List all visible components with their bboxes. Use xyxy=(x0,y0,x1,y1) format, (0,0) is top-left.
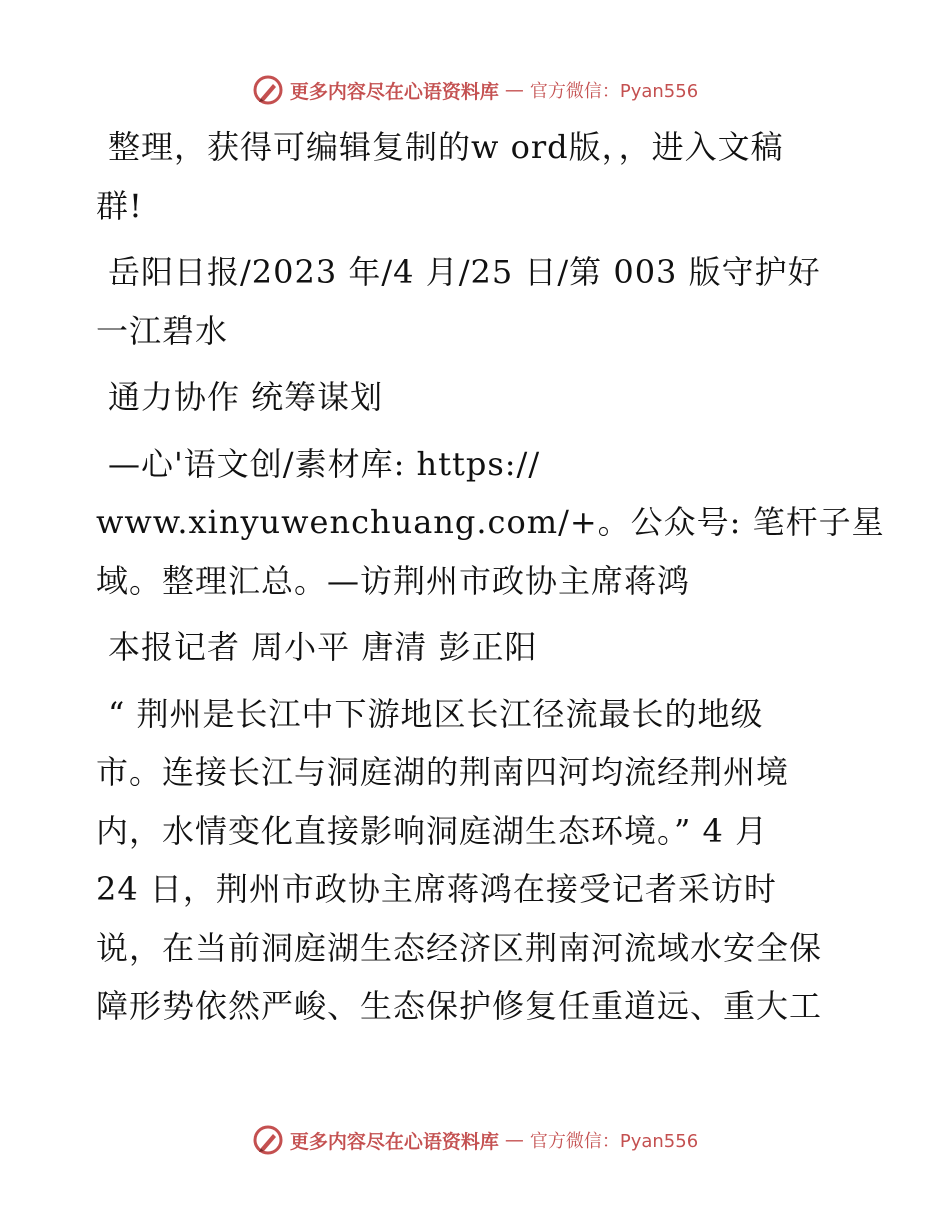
text-line: “ 荆州是长江中下游地区长江径流最长的地级 xyxy=(108,694,764,733)
banner-slogan: 更多内容尽在心语资料库 xyxy=(289,80,499,103)
text-line: 一江碧水 xyxy=(96,311,229,350)
text-line: 通力协作 统筹谋划 xyxy=(108,378,384,416)
banner-dash: — xyxy=(504,79,524,101)
paragraph-6 xyxy=(96,685,856,1036)
text-line: 障形势依然严峻、生态保护修复任重道远、重大工 xyxy=(96,987,823,1025)
document-body xyxy=(96,118,885,1036)
banner-slogan: 更多内容尽在心语资料库 xyxy=(289,1130,499,1153)
banner-dash: — xyxy=(504,1129,524,1151)
text-line: 本报记者 周小平 唐清 彭正阳 xyxy=(108,628,538,666)
banner-wechat: 官方微信：Pyan556 xyxy=(529,1131,699,1152)
text-line: www.xinyuwenchuang.com/+。公众号: 笔杆子星 xyxy=(96,503,885,541)
footer-banner xyxy=(0,1120,950,1160)
text-line: 岳阳日报/2023 年/4 月/25 日/第 003 版守护好 xyxy=(108,253,821,291)
paragraph-4 xyxy=(96,435,885,611)
paragraph-3 xyxy=(96,368,856,427)
text-line: 24 日，荆州市政协主席蒋鸿在接受记者采访时 xyxy=(96,870,777,908)
text-line: 群! xyxy=(96,186,143,225)
paragraph-2 xyxy=(96,243,856,360)
paragraph-1 xyxy=(96,118,856,235)
pen-logo-icon xyxy=(252,1124,284,1156)
pen-logo-icon xyxy=(252,74,284,106)
text-line: —心'语文创/素材库: https:// xyxy=(108,444,541,483)
text-line: 说，在当前洞庭湖生态经济区荆南河流域水安全保 xyxy=(96,928,823,967)
text-line: 市。连接长江与洞庭湖的荆南四河均流经荆州境 xyxy=(96,753,790,791)
text-line: 整理，获得可编辑复制的w ord版，，进入文稿 xyxy=(108,128,784,166)
banner-wechat: 官方微信：Pyan556 xyxy=(529,81,699,102)
text-line: 域。整理汇总。—访荆州市政协主席蒋鸿 xyxy=(96,561,691,600)
paragraph-5 xyxy=(96,618,856,677)
header-banner xyxy=(0,70,950,110)
text-line: 内，水情变化直接影响洞庭湖生态环境。” 4 月 xyxy=(96,811,769,850)
